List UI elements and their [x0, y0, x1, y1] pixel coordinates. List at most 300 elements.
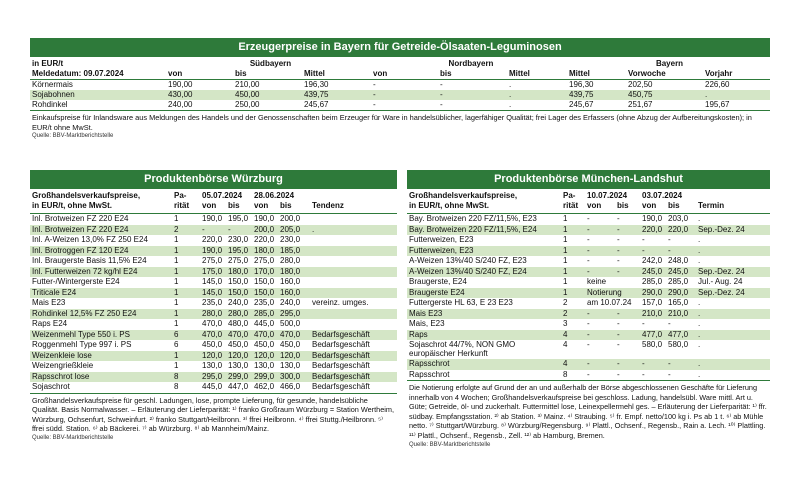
header-parity — [563, 191, 587, 211]
header-desc — [30, 191, 174, 211]
table-cell: 210,0 — [642, 308, 663, 318]
table-cell: 120,0 — [254, 350, 275, 360]
table-cell: Inl. Futterweizen 72 kg/hl E24 — [32, 266, 138, 276]
table-cell: 130,0 — [254, 361, 275, 370]
table-cell: 230,0 — [228, 235, 249, 244]
table-row — [30, 277, 397, 288]
table-cell: 580,0 — [642, 340, 663, 349]
col-header: Mittel — [304, 69, 325, 78]
table-cell: 248,0 — [668, 256, 689, 265]
table-cell: - — [617, 245, 620, 255]
table-cell: 235,0 — [254, 298, 275, 307]
table-cell: . — [705, 90, 708, 99]
table-cell: 1 — [563, 277, 568, 286]
table-cell: - — [373, 100, 376, 109]
table-cell: - — [668, 319, 671, 328]
table-cell: 1 — [563, 235, 568, 244]
table-row — [30, 309, 397, 320]
table-cell: Bedarfsgeschäft — [312, 340, 370, 349]
table-cell: - — [440, 90, 443, 99]
table-cell: Mais, E23 — [409, 319, 445, 328]
table-cell: Weizenmehl Type 550 i. PS — [32, 329, 130, 339]
table-cell: 275,0 — [228, 256, 249, 265]
table-cell: 285,0 — [668, 277, 689, 286]
table-row — [407, 246, 770, 257]
table-row — [407, 359, 770, 370]
table-cell: . — [698, 340, 701, 349]
table-cell: 4 — [563, 359, 568, 368]
table-cell: 245,67 — [304, 100, 329, 109]
table-row — [30, 90, 770, 100]
table-cell: 226,60 — [705, 80, 730, 89]
header-line: 28.06.2024 — [254, 191, 295, 200]
table-cell: 220,0 — [642, 224, 663, 234]
table-cell: 280,0 — [228, 308, 249, 318]
table-cell: - — [617, 308, 620, 318]
col-header: von — [168, 69, 183, 78]
table-cell: Bedarfsgeschäft — [312, 382, 370, 391]
table-cell: - — [587, 256, 590, 265]
table-cell: - — [617, 266, 620, 276]
table-row — [30, 382, 397, 393]
table-cell: 1 — [174, 277, 179, 286]
table-cell: 470,0 — [202, 329, 223, 339]
table-cell: 295,0 — [202, 371, 223, 381]
table-cell: - — [668, 359, 671, 368]
table-cell: 2 — [174, 224, 179, 234]
table-cell: 462,0 — [254, 382, 275, 391]
table-cell: 230,0 — [280, 235, 301, 244]
table-cell: 185,0 — [280, 245, 301, 255]
table-cell: 439,75 — [304, 90, 329, 99]
unit-label: in EUR/t — [32, 59, 64, 68]
header-line: Großhandelsverkaufspreise, — [32, 191, 141, 200]
table-cell: - — [440, 100, 443, 109]
table-cell: Sep.-Dez. 24 — [698, 266, 745, 276]
table-cell: 190,0 — [202, 245, 223, 255]
table-cell: 8 — [174, 382, 179, 391]
table-row — [407, 319, 770, 330]
table-cell: - — [587, 340, 590, 349]
table-cell: Bay. Brotweizen 220 FZ/11,5%, E23 — [409, 214, 537, 223]
table-cell: Bedarfsgeschäft — [312, 350, 370, 360]
table-cell: 1 — [174, 308, 179, 318]
table-cell: 470,0 — [254, 329, 275, 339]
table-row — [407, 330, 770, 341]
table-cell: 1 — [174, 361, 179, 370]
table-cell: 145,0 — [202, 277, 223, 286]
table-cell: 200,0 — [254, 224, 275, 234]
table-cell: . — [698, 308, 701, 318]
table-cell: 430,00 — [168, 90, 193, 99]
table-cell: 290,0 — [668, 287, 689, 297]
table-row — [30, 361, 397, 372]
table-cell: Weizengrießkleie — [32, 361, 94, 370]
table-cell: 245,67 — [569, 100, 594, 109]
table-cell: - — [642, 235, 645, 244]
table-cell: . — [698, 256, 701, 265]
table-cell: Rapsschrot — [409, 359, 450, 368]
table-body — [30, 79, 770, 110]
table-cell: - — [587, 369, 590, 379]
table-cell: Roggenmehl Type 997 i. PS — [32, 340, 132, 349]
report-date: Meldedatum: 09.07.2024 — [32, 69, 124, 78]
table-cell: Inl. Braugerste Basis 11,5% E24 — [32, 256, 147, 265]
table-cell: 300,0 — [280, 371, 301, 381]
header-line: in EUR/t, ohne MwSt. — [409, 201, 489, 210]
table-cell: 205,0 — [280, 224, 301, 234]
table-cell: - — [373, 90, 376, 99]
table-note: Großhandelsverkaufspreise für geschl. Ladungen, lose, prompte Lieferung, für gesunde, handelsübliche Qualität. Basis Normalwasser. – Erläuterung der Lieferparität: ¹⁾ franko Großraum Würzburg = Station Wertheim, Würzburg, Ochsenfurt, Schweinfurt. ²⁾ franko Stuttgart/Heilbronn. ³⁾ ffrei Heilbronn. ⁴⁾ ffrei Stuttg./Heilbronn. ⁵⁾ ffrei südd. Station. ⁶⁾ ab Bäckerei. ⁷⁾ ab Würzburg. ⁸⁾ ab Mannheim/Mainz. — [30, 393, 397, 434]
source-label: Quelle: BBV-Marktberichtstelle — [409, 441, 491, 448]
table-cell: 1 — [174, 214, 179, 223]
table-cell: - — [587, 224, 590, 234]
table-cell: - — [617, 256, 620, 265]
table-cell: 160,0 — [280, 287, 301, 297]
table-cell — [312, 277, 397, 288]
table-row — [407, 370, 770, 381]
table-cell: Sojaschrot — [32, 382, 70, 391]
table-cell: 1 — [174, 266, 179, 276]
table-cell: Futterweizen, E23 — [409, 245, 474, 255]
table-cell: 190,0 — [254, 214, 275, 223]
table-note: Die Notierung erfolgte auf Grund der an und außerhalb der Börse abgeschlossenen Geschäfte für Lieferung innerhalb von 4 Wochen; Großhandelsverkaufspreise bei geschloss. Ladung, handelsübl. Ware mittl. Art u. Güte; Getreide, öl- und zuckerhalt. Futtermittel lose, Leinexpellermehl ges. – Erläuterung der Lieferparität: ¹⁾ ffr. südbay. Empfangsstation. ²⁾ ab Station. ³⁾ Mainz. ⁴⁾ Straubing. ⁵⁾ fr. Empf. netto/100 kg i. Ps ab 1 t. ⁶⁾ ab Mühle netto. ⁷⁾ Stuttgart/Würzburg. ⁸⁾ Würzburg/Regensburg. ⁹⁾ Plattl., Ochsenf., Regensb., Rain a. Lech. ¹⁰⁾ Plattling. ¹¹⁾ Plattl., Ochsenf., Regensb., Zell. ¹²⁾ ab Hamburg, Bremen. — [407, 380, 770, 441]
table-cell: Rapsschrot — [409, 369, 450, 379]
table-cell: 240,0 — [228, 298, 249, 307]
table-cell: A-Weizen 13%/40 S/240 FZ, E24 — [409, 266, 527, 276]
table-cell: Triticale E24 — [32, 287, 77, 297]
table-cell: . — [698, 235, 701, 244]
table-cell: 145,0 — [202, 287, 223, 297]
table-cell: 240,00 — [168, 100, 193, 109]
wuerzburg-exchange-table — [30, 170, 397, 441]
table-cell: Jul.- Aug. 24 — [698, 277, 743, 286]
region-south: Südbayern — [249, 59, 292, 68]
table-cell: 8 — [174, 371, 179, 381]
table-cell: 450,0 — [228, 340, 249, 349]
table-row — [30, 225, 397, 236]
table-row — [407, 235, 770, 246]
table-cell: Inl. Brotweizen FZ 220 E24 — [32, 224, 129, 234]
table-row — [407, 309, 770, 320]
table-cell: 500,0 — [280, 319, 301, 328]
table-cell: 470,0 — [280, 329, 301, 339]
table-cell: - — [668, 245, 671, 255]
table-cell: Bedarfsgeschäft — [312, 329, 370, 339]
table-cell: 295,0 — [280, 308, 301, 318]
table-cell: Weizenkleie lose — [32, 350, 92, 360]
table-cell: A-Weizen 13%/40 S/240 FZ, E23 — [409, 256, 527, 265]
table-cell — [312, 267, 397, 278]
table-cell: 240,0 — [280, 298, 301, 307]
header-line: Pa- — [563, 191, 576, 200]
table-cell: Bedarfsgeschäft — [312, 361, 370, 370]
table-cell: 450,0 — [254, 340, 275, 349]
table-note: Einkaufspreise für Inlandsware aus Meldungen des Handels und der Genossenschaften beim Erzeuger für Ware in handelsüblicher, lagerfähiger Qualität; frei Lager des Erfassers (ohne Abzug der Aufbereitungskosten); in EUR/t ohne MwSt. — [30, 110, 770, 132]
table-row — [407, 340, 770, 359]
table-cell: 120,0 — [202, 350, 223, 360]
table-cell: - — [668, 369, 671, 379]
table-cell: 470,0 — [228, 329, 249, 339]
table-cell: Sojaschrot 44/7%, NON GMO europäischer Herkunft — [409, 340, 516, 358]
table-cell: 235,0 — [202, 298, 223, 307]
table-cell: - — [228, 224, 231, 234]
table-cell: Rapsschrot lose — [32, 371, 90, 381]
table-row — [30, 288, 397, 299]
table-cell: Raps E24 — [32, 319, 68, 328]
table-cell: 4 — [563, 340, 568, 349]
table-cell: - — [642, 245, 645, 255]
table-cell: 200,0 — [280, 214, 301, 223]
header-von: von — [642, 201, 657, 210]
col-header: Vorwoche — [628, 69, 666, 78]
table-title: Erzeugerpreise in Bayern für Getreide-Ölsaaten-Leguminosen — [30, 38, 770, 57]
table-cell: 3 — [563, 319, 568, 328]
table-cell: 6 — [174, 329, 179, 339]
table-cell: - — [587, 308, 590, 318]
table-cell: 580,0 — [668, 340, 689, 349]
table-cell: 466,0 — [280, 382, 301, 391]
table-cell: Rohdinkel 12,5% FZ 250 E24 — [32, 308, 137, 318]
table-cell: 202,50 — [628, 80, 653, 89]
table-cell: 195,0 — [228, 245, 249, 255]
table-row — [30, 351, 397, 362]
table-cell: 1 — [563, 214, 568, 223]
table-cell: 445,0 — [202, 382, 223, 391]
header-date2 — [642, 191, 698, 211]
table-cell: - — [642, 319, 645, 328]
table-cell: - — [440, 80, 443, 89]
table-cell: 2 — [563, 308, 568, 318]
table-cell: 470,0 — [202, 319, 223, 328]
table-cell: 1 — [174, 298, 179, 307]
table-cell — [312, 214, 397, 225]
table-cell: 220,0 — [202, 235, 223, 244]
header-trend: Tendenz — [312, 201, 344, 210]
table-cell: Braugerste E24 — [409, 287, 465, 297]
header-termin: Termin — [698, 201, 725, 210]
table-cell: 220,0 — [254, 235, 275, 244]
table-row — [407, 277, 770, 288]
header-parity — [174, 191, 202, 211]
table-cell: Inl. A-Weizen 13,0% FZ 250 E24 — [32, 235, 148, 244]
header-bis: bis — [228, 201, 240, 210]
table-cell: - — [617, 214, 620, 223]
table-cell: 280,0 — [202, 308, 223, 318]
table-cell: Bedarfsgeschäft — [312, 371, 370, 381]
table-cell: 150,0 — [228, 287, 249, 297]
table-cell: - — [587, 266, 590, 276]
table-cell: 170,0 — [254, 266, 275, 276]
table-title: Produktenbörse München-Landshut — [407, 170, 770, 189]
table-cell: 1 — [563, 224, 568, 234]
table-cell: Bay. Brotweizen 220 FZ/11,5%, E24 — [409, 224, 537, 234]
table-cell: 190,00 — [168, 80, 193, 89]
table-cell: - — [642, 369, 645, 379]
table-row — [407, 256, 770, 267]
table-cell: 190,0 — [202, 214, 223, 223]
table-cell: - — [617, 224, 620, 234]
table-row — [30, 235, 397, 246]
header-line: 05.07.2024 — [202, 191, 243, 200]
header-von: von — [254, 201, 269, 210]
table-cell: 180,0 — [280, 266, 301, 276]
table-cell: - — [617, 340, 620, 349]
table-cell: . — [698, 369, 701, 379]
table-cell: 1 — [563, 245, 568, 255]
table-cell: vereinz. umges. — [312, 298, 369, 307]
table-cell: 180,0 — [228, 266, 249, 276]
header-row-cols — [30, 69, 770, 79]
table-cell: 130,0 — [228, 361, 249, 370]
table-cell: 157,0 — [642, 298, 663, 307]
table-cell: . — [698, 214, 701, 223]
table-row — [30, 298, 397, 309]
table-cell: 1 — [563, 266, 568, 276]
table-cell: 445,0 — [254, 319, 275, 328]
header-von: von — [202, 201, 217, 210]
table-cell: 285,0 — [254, 308, 275, 318]
table-cell: - — [642, 359, 645, 368]
col-header: von — [373, 69, 388, 78]
table-cell: Körnermais — [32, 80, 73, 89]
table-row — [30, 267, 397, 278]
col-header: bis — [440, 69, 452, 78]
table-cell: 150,0 — [228, 277, 249, 286]
table-cell: 150,0 — [254, 277, 275, 286]
header-date1 — [202, 191, 254, 211]
table-cell: 275,0 — [254, 256, 275, 265]
table-cell: 175,0 — [202, 266, 223, 276]
table-row — [407, 298, 770, 309]
table-cell: - — [617, 235, 620, 244]
table-cell: . — [312, 224, 315, 234]
table-body — [30, 213, 397, 393]
table-cell: . — [509, 90, 512, 99]
table-cell: 480,0 — [228, 319, 249, 328]
header-von: von — [587, 201, 602, 210]
table-cell: 245,0 — [642, 266, 663, 276]
table-cell: 195,0 — [228, 214, 249, 223]
table-cell: 450,0 — [202, 340, 223, 349]
table-cell: 450,00 — [235, 90, 260, 99]
header-row — [30, 189, 397, 211]
table-cell: 299,0 — [228, 371, 249, 381]
header-date1 — [587, 191, 642, 211]
source-label: Quelle: BBV-Marktberichtstelle — [32, 133, 114, 139]
header-bis: bis — [617, 201, 629, 210]
table-cell: 8 — [563, 369, 568, 379]
table-cell: - — [668, 235, 671, 244]
table-cell: - — [587, 329, 590, 339]
table-cell: 477,0 — [668, 329, 689, 339]
table-cell: . — [698, 329, 701, 339]
table-cell: 280,0 — [280, 256, 301, 265]
header-row — [407, 189, 770, 211]
table-row — [30, 246, 397, 257]
table-cell: Raps — [409, 329, 428, 339]
table-cell: - — [202, 224, 205, 234]
table-row — [30, 319, 397, 330]
header-line: Pa- — [174, 191, 187, 200]
table-row — [30, 372, 397, 383]
table-cell: 250,00 — [235, 100, 260, 109]
table-cell: - — [587, 214, 590, 223]
table-cell — [312, 309, 397, 320]
col-header: Mittel — [509, 69, 530, 78]
table-cell: 1 — [174, 350, 179, 360]
col-header: Vorjahr — [705, 69, 733, 78]
table-cell: 2 — [563, 298, 568, 307]
table-cell: 203,0 — [668, 214, 689, 223]
table-cell: Inl. Brotweizen FZ 220 E24 — [32, 214, 129, 223]
table-row — [30, 100, 770, 110]
table-cell: 1 — [174, 245, 179, 255]
table-cell — [312, 246, 397, 257]
table-row — [30, 214, 397, 225]
table-cell: - — [617, 359, 620, 368]
table-cell: 4 — [563, 329, 568, 339]
col-header: Mittel — [569, 69, 590, 78]
table-cell: 196,30 — [304, 80, 329, 89]
table-cell: 130,0 — [202, 361, 223, 370]
table-cell: 196,30 — [569, 80, 594, 89]
table-cell: 275,0 — [202, 256, 223, 265]
table-cell: 120,0 — [228, 350, 249, 360]
table-cell: - — [617, 329, 620, 339]
table-cell: 160,0 — [280, 277, 301, 286]
table-cell: 210,0 — [668, 308, 689, 318]
table-cell — [312, 319, 397, 330]
producer-prices-table — [30, 38, 770, 139]
table-row — [407, 225, 770, 236]
table-cell: 1 — [563, 256, 568, 265]
header-bis: bis — [668, 201, 680, 210]
table-body — [407, 213, 770, 380]
table-cell — [312, 235, 397, 246]
table-cell: Sojabohnen — [32, 90, 75, 99]
table-cell: 299,0 — [254, 371, 275, 381]
table-cell: Futter-/Wintergerste E24 — [32, 277, 120, 286]
table-cell: . — [509, 80, 512, 89]
table-cell: Mais E23 — [32, 298, 66, 307]
table-cell: 165,0 — [668, 298, 689, 307]
table-cell: Inl. Brotroggen FZ 120 E24 — [32, 245, 129, 255]
table-cell: . — [698, 319, 701, 328]
table-cell: - — [587, 359, 590, 368]
header-desc — [407, 191, 563, 211]
table-cell: 450,0 — [280, 340, 301, 349]
table-cell: - — [617, 369, 620, 379]
table-cell: am 10.07.24 — [587, 298, 632, 307]
source-label: Quelle: BBV-Marktberichtstelle — [32, 434, 114, 441]
table-cell: - — [617, 319, 620, 328]
header-line: in EUR/t, ohne MwSt. — [32, 201, 112, 210]
table-row — [30, 80, 770, 90]
table-cell: Futtergerste HL 63, E 23 E23 — [409, 298, 513, 307]
table-cell: keine — [587, 277, 607, 286]
muenchen-exchange-table — [407, 170, 770, 448]
table-cell: Mais E23 — [409, 308, 443, 318]
table-row — [30, 340, 397, 351]
table-row — [30, 330, 397, 341]
table-cell: - — [373, 80, 376, 89]
table-row — [407, 214, 770, 225]
table-row — [30, 256, 397, 267]
table-cell: 447,0 — [228, 382, 249, 391]
table-cell: Braugerste, E24 — [409, 277, 467, 286]
table-cell: 450,75 — [628, 90, 653, 99]
